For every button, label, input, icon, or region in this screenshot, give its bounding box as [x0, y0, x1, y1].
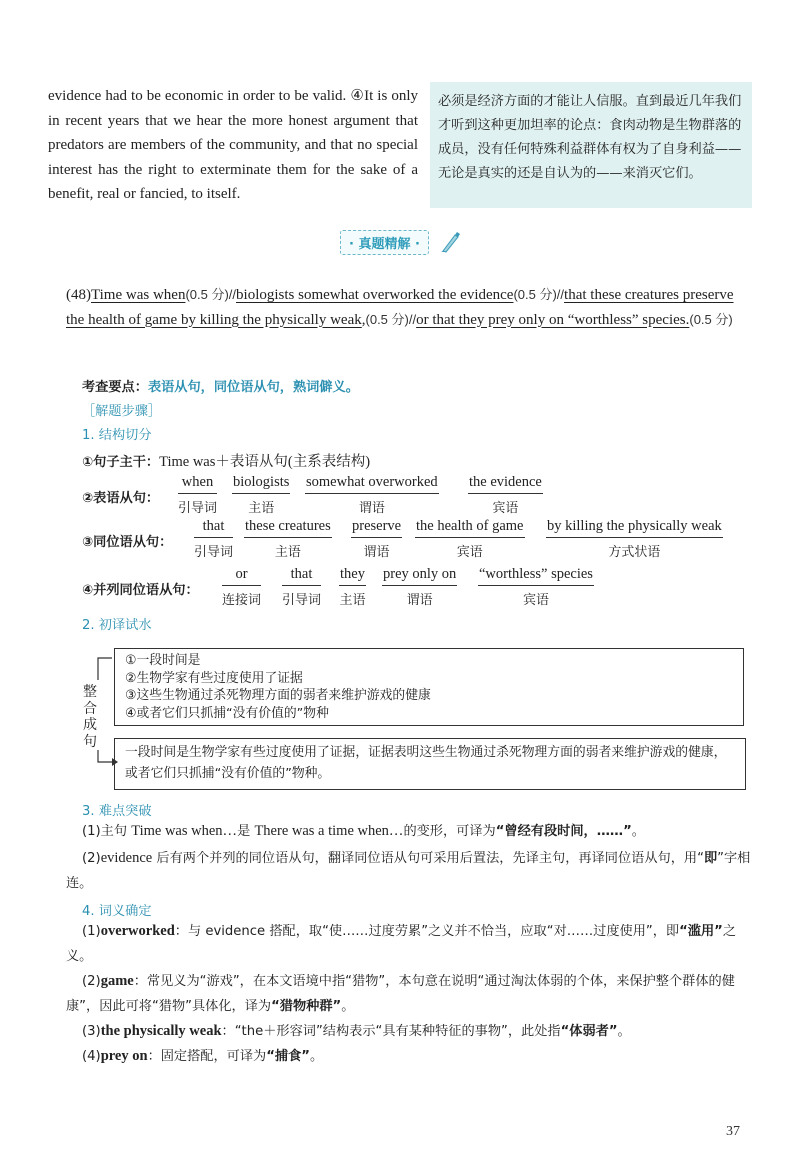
q-part-2: biologists somewhat overworked the evidence — [236, 287, 514, 303]
combined-translation-box: 一段时间是生物学家有些过度使用了证据，证据表明这些生物通过杀死物理方面的弱者来维护游戏的健康，或者它们只抓捕“没有价值的”物种。 — [114, 738, 746, 790]
combine-label: 整 合 成 句 — [83, 684, 97, 750]
draft-item: ③这些生物通过杀死物理方面的弱者来维护游戏的健康 — [125, 688, 431, 704]
row3-token: that 引导词 — [282, 566, 322, 608]
q-points-1: (0.5 分)// — [185, 287, 237, 302]
question-48 — [66, 283, 746, 332]
step4-para-3: (3)the physically weak：“the＋形容词”结构表示“具有某种特征的事物”，此处指“体弱者”。 — [82, 1023, 631, 1039]
row3-token: prey only on 谓语 — [383, 566, 457, 608]
key-points — [82, 376, 359, 395]
q-part-1: Time was when — [91, 287, 186, 303]
q-part-4: or that they prey only on “worthless” species. — [416, 311, 690, 328]
step1-row0 — [82, 450, 370, 471]
row0-label: ①句子主干： — [82, 455, 160, 470]
row2-token: by killing the physically weak 方式状语 — [547, 518, 722, 560]
pen-icon — [440, 231, 460, 257]
key-points-value: 表语从句，同位语从句，熟词僻义。 — [147, 380, 359, 395]
q-points-2: (0.5 分)// — [513, 287, 565, 302]
q-part-3: that these creatures preserve the health of game by killing the physically weak — [66, 287, 734, 328]
row1-token: biologists 主语 — [233, 474, 290, 516]
row2-label: ③同位语从句： — [82, 535, 173, 550]
draft-item: ①一段时间是 — [125, 653, 201, 668]
row0-text: Time was＋表语从句(主系表结构) — [159, 454, 371, 470]
step2-heading: 2. 初译试水 — [82, 618, 152, 633]
draft-translation-box — [114, 648, 744, 726]
steps-tag: ［解题步骤］ — [82, 404, 162, 419]
row3-token: they 主语 — [339, 566, 366, 608]
draft-item: ④或者它们只抓捕“没有价值的”物种 — [125, 705, 329, 721]
row2-token: preserve 谓语 — [352, 518, 402, 560]
row2-token: these creatures 主语 — [245, 518, 331, 560]
row1-token: the evidence 宾语 — [469, 474, 542, 516]
page-number: 37 — [726, 1124, 740, 1139]
q-points-4: (0.5 分) — [689, 311, 733, 327]
q-points-3: (0.5 分)// — [365, 311, 417, 327]
question-number: (48) — [66, 287, 91, 303]
row1-token: when 引导词 — [178, 474, 218, 516]
step4-heading: 4. 词义确定 — [82, 904, 152, 919]
step3-para-2: (2)evidence 后有两个并列的同位语从句，翻译同位语从句可采用后置法，先译主句，再译同位语从句，用“即”字相连。 — [66, 850, 751, 891]
step4-para-4: (4)prey on：固定搭配，可译为“捕食”。 — [82, 1048, 324, 1064]
row1-token: somewhat overworked 谓语 — [306, 474, 438, 516]
draft-item: ②生物学家有些过度使用了证据 — [125, 670, 303, 686]
row3-label: ④并列同位语从句： — [82, 583, 199, 598]
row2-token: the health of game 宾语 — [416, 518, 524, 560]
row3-token: or 连接词 — [222, 566, 262, 608]
section-header — [0, 230, 800, 257]
row1-label: ②表语从句： — [82, 491, 160, 506]
row3-token: “worthless” species 宾语 — [479, 566, 593, 608]
step3-para-1: (1)主句 Time was when…是 There was a time when…的变形，可译为“曾经有段时间，……”。 — [82, 823, 645, 839]
english-passage: evidence had to be economic in order to be valid. ④It is only in recent years that we hear the more honest argument that predators are members of the community, and that no special interest has the right to exterminate them for the sake of a benefit, real or fancied, to itself. — [48, 88, 418, 202]
key-points-label: 考查要点： — [82, 380, 148, 395]
q-part-3-end: , — [361, 311, 366, 328]
section-title: · 真题精解 · — [340, 230, 429, 255]
translation-box: 必须是经济方面的才能让人信服。直到最近几年我们才听到这种更加坦率的论点：食肉动物是生物群落的成员，没有任何特殊利益群体有权为了自身利益——无论是真实的还是自认为的——来消灭它们。 — [430, 82, 752, 208]
step4-para-2: (2)game：常见义为“游戏”，在本文语境中指“猎物”，本句意在说明“通过淘汰体弱的个体，来保护整个群体的健康”，因此可将“猎物”具体化，译为“猎物种群”。 — [66, 973, 735, 1014]
row2-token: that 引导词 — [194, 518, 234, 560]
step1-heading: 1. 结构切分 — [82, 428, 152, 443]
step3-heading: 3. 难点突破 — [82, 804, 152, 819]
step4-para-1: (1)overworked：与 evidence 搭配，取“使……过度劳累”之义并不恰当，应取“对……过度使用”，即“滥用”之义。 — [66, 923, 736, 964]
